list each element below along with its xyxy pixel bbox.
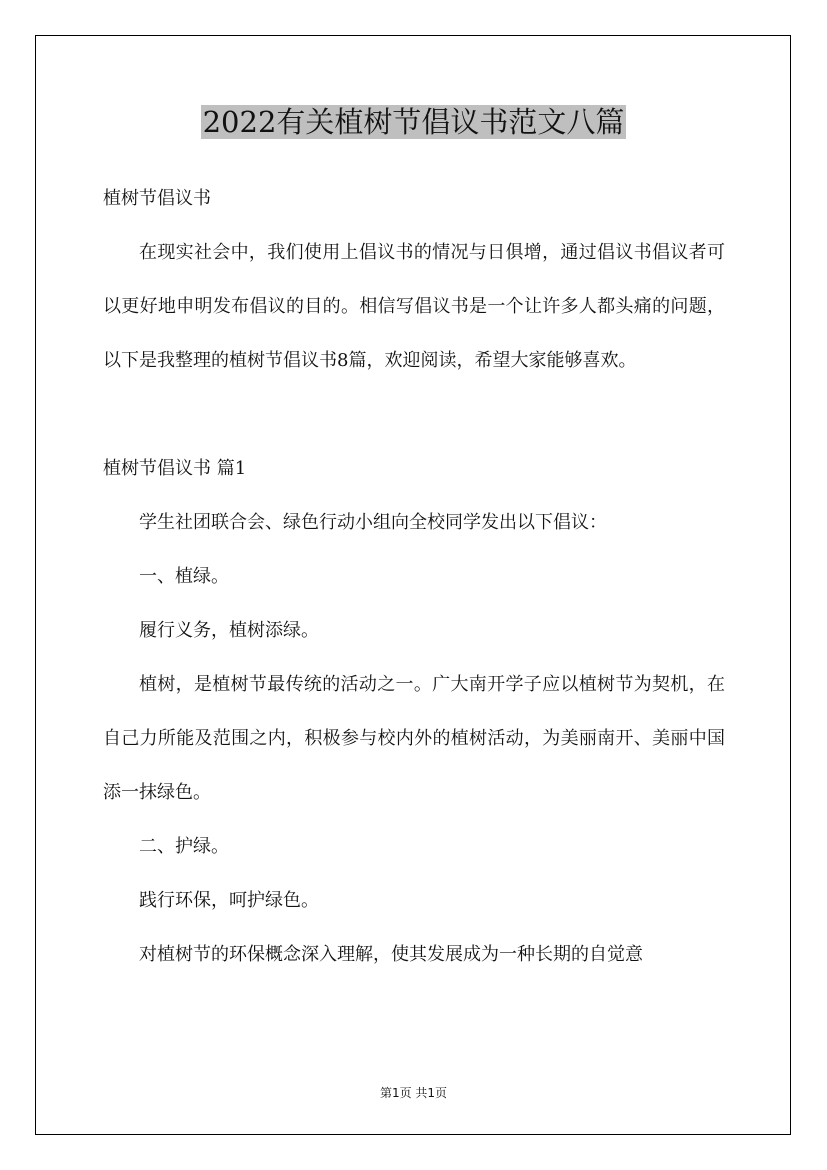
title-text: 2022有关植树节倡议书范文八篇 bbox=[202, 105, 625, 139]
paragraph: 对植树节的环保概念深入理解，使其发展成为一种长期的自觉意 bbox=[139, 944, 643, 965]
article-heading: 植树节倡议书 篇1 bbox=[103, 458, 247, 479]
section-heading: 植树节倡议书 bbox=[103, 188, 211, 209]
paragraph: 履行义务，植树添绿。 bbox=[139, 620, 319, 641]
paragraph: 一、植绿。 bbox=[139, 566, 229, 587]
paragraph: 践行环保，呵护绿色。 bbox=[139, 890, 319, 911]
paragraph: 二、护绿。 bbox=[139, 836, 229, 857]
page-footer: 第1页 共1页 bbox=[379, 1086, 448, 1100]
paragraph: 植树，是植树节最传统的活动之一。广大南开学子应以植树节为契机，在自己力所能及范围之内，积极参与校内外的植树活动，为美丽南开、美丽中国添一抹绿色。 bbox=[103, 674, 725, 803]
intro-paragraph: 在现实社会中，我们使用上倡议书的情况与日俱增，通过倡议书倡议者可以更好地申明发布倡议的目的。相信写倡议书是一个让许多人都头痛的问题，以下是我整理的植树节倡议书8篇，欢迎阅读，希望大家能够喜欢。 bbox=[103, 242, 725, 371]
document-body bbox=[103, 172, 725, 982]
document-title bbox=[0, 100, 827, 144]
paragraph: 学生社团联合会、绿色行动小组向全校同学发出以下倡议： bbox=[139, 512, 607, 533]
